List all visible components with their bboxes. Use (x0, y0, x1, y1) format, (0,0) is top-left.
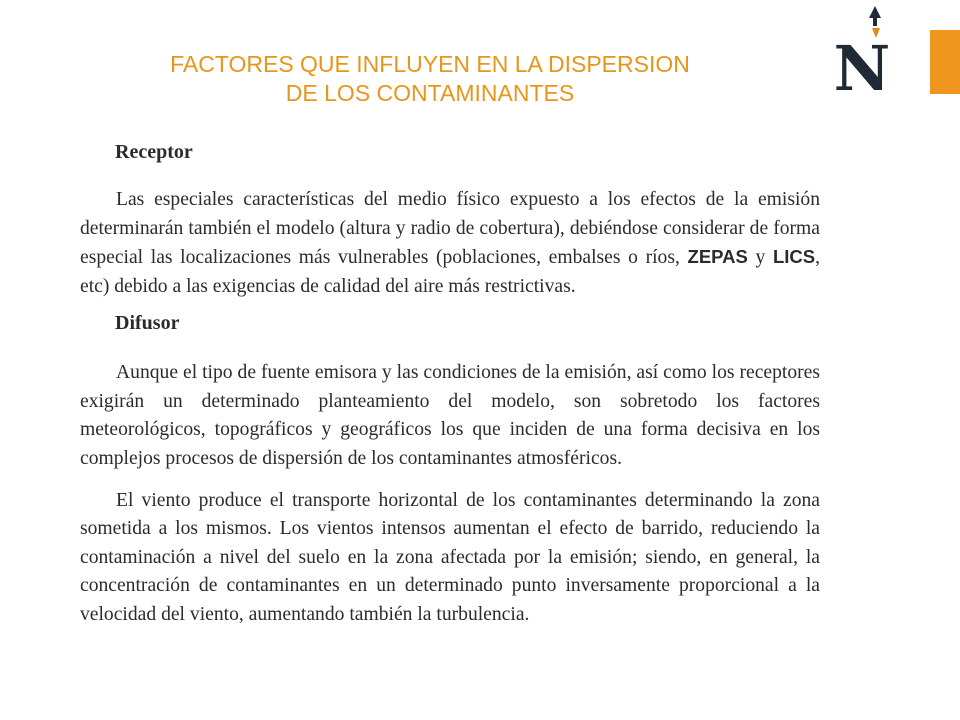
term-zepas: ZEPAS (687, 246, 748, 268)
logo-accent-bar (930, 30, 960, 94)
slide-title-line-1: FACTORES QUE INFLUYEN EN LA DISPERSION (170, 51, 690, 77)
receptor-text-c: , etc) debido a las exigencias de calidad del aire más restrictivas. (80, 247, 820, 297)
difusor-paragraph-1: Aunque el tipo de fuente emisora y las condiciones de la emisión, así como los receptores exigirán un determinado planteamiento del modelo, son sobretodo los factores meteorológicos, topográficos y geográficos los que inciden de una forma decisiva en los complejos procesos de dispersión de los contaminantes atmosféricos. (80, 362, 820, 469)
section-heading-difusor: Difusor (115, 312, 180, 335)
document-body (80, 138, 820, 629)
section-heading-receptor: Receptor (115, 141, 193, 163)
difusor-paragraph-2: El viento produce el transporte horizontal de los contaminantes determinando la zona sometida a los mismos. Los vientos intensos aumentan el efecto de barrido, reduciendo la contaminación a nivel del suelo en la zona afectada por la emisión; siendo, en general, la concentración de contaminantes en un determinado punto inversamente proporcional a la velocidad del viento, aumentando también la turbulencia. (80, 490, 820, 625)
receptor-paragraph (80, 186, 820, 301)
university-logo (832, 4, 894, 96)
logo-compass-tip (869, 6, 881, 26)
term-lics: LICS (772, 246, 816, 268)
slide-title-line-2: DE LOS CONTAMINANTES (285, 80, 575, 106)
receptor-text-b: y (747, 247, 773, 269)
logo-letter: N (833, 32, 891, 96)
receptor-text-a: Las especiales características del medio físico expuesto a los efectos de la emisión determinarán también el modelo (altura y radio de cobertura), debiéndose considerar de forma especial las localizaciones más vulnerables (poblaciones, embalses o ríos, (80, 189, 820, 269)
slide-title (100, 50, 760, 108)
